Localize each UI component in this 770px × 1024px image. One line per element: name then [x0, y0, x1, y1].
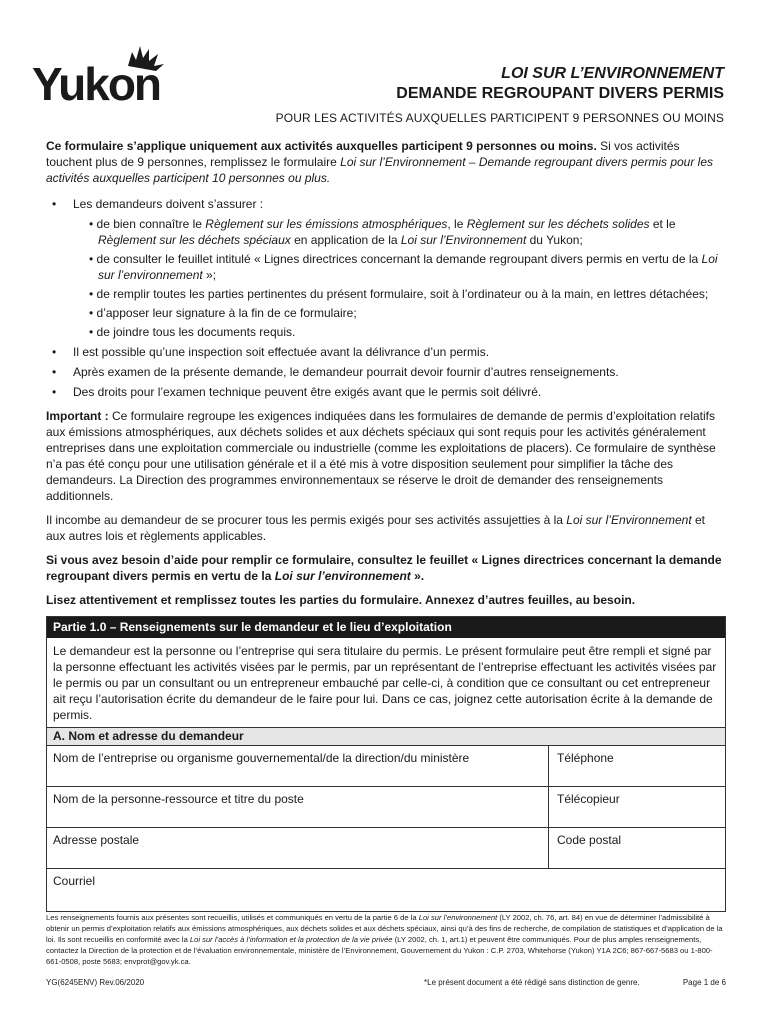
document-header [276, 64, 724, 126]
requirements-list [46, 196, 726, 400]
list-item: • de joindre tous les documents requis. [89, 325, 296, 339]
important-paragraph: Important : Ce formulaire regroupe les exigences indiquées dans les formulaires de demande de permis d’exploitation relatifs aux émissions atmosphériques, aux déchets solides et aux déchets spéciaux qui sont requis pour les activités généralement entreprises dans une exploitation commerciale ou industrielle (comme les exploitations de placers). Ce formulaire de synthèse n’a pas été conçu pour une utilisation générale et il a été mis à votre disposition seulement pour simplifier la tâche des demandeurs. La Direction des programmes environnementaux se réserve le droit de demander des renseignements additionnels. [46, 409, 716, 503]
form-row-address [47, 827, 725, 868]
postal-code-field[interactable]: Code postal [557, 833, 622, 847]
list-item: • de consulter le feuillet intitulé « Lignes directrices concernant la demande regroupant divers permis en vertu de la Loi sur l’environnement »; [89, 252, 718, 282]
read-carefully-paragraph: Lisez attentivement et remplissez toutes les parties du formulaire. Annexez d’autres feuilles, au besoin. [46, 593, 636, 607]
intro-paragraph: Ce formulaire s’applique uniquement aux activités auxquelles participent 9 personnes ou moins. Si vos activités touchent plus de 9 personnes, remplissez le formulaire Loi sur l’Environnement – Demande regroupant divers permis pour les activités auxquelles participent 10 personnes ou plus. [46, 139, 714, 185]
phone-field[interactable]: Téléphone [557, 751, 614, 765]
list-item: • Il est possible qu’une inspection soit effectuée avant la délivrance d’un permis. [46, 344, 726, 360]
company-name-field[interactable]: Nom de l’entreprise ou organisme gouvernemental/de la direction/du ministère [47, 746, 549, 786]
part1-section [46, 616, 726, 912]
list-item: • Des droits pour l’examen technique peuvent être exigés avant que le permis soit délivré. [46, 384, 726, 400]
list-item: • de remplir toutes les parties pertinentes du présent formulaire, soit à l’ordinateur ou à la main, en lettres détachées; [89, 287, 709, 301]
list-item: • de bien connaître le Règlement sur les émissions atmosphériques, le Règlement sur les déchets solides et le Règlement sur les déchets spéciaux en application de la Loi sur l’Environnement du Yukon; [89, 217, 676, 247]
fax-field[interactable]: Télécopieur [557, 792, 620, 806]
list-item: • Après examen de la présente demande, le demandeur pourrait devoir fournir d’autres renseignements. [46, 364, 726, 380]
part1-title: Partie 1.0 – Renseignements sur le demandeur et le lieu d’exploitation [47, 617, 725, 638]
header-subtitle: POUR LES ACTIVITÉS AUXQUELLES PARTICIPENT 9 PERSONNES OU MOINS [275, 111, 724, 125]
form-code: YG(6245ENV) Rev.06/2020 [46, 978, 145, 987]
form-row-contact [47, 786, 725, 827]
yukon-logo [32, 44, 182, 106]
section-a-title: A. Nom et adresse du demandeur [47, 727, 725, 745]
instructions [46, 138, 726, 608]
email-field[interactable]: Courriel [53, 874, 96, 888]
help-paragraph: Si vous avez besoin d’aide pour remplir ce formulaire, consultez le feuillet « Lignes directrices concernant la demande regroupant divers permis en vertu de la Loi sur l’environnement ». [46, 553, 722, 583]
gender-note: *Le présent document a été rédigé sans distinction de genre. [424, 978, 640, 987]
list-item: • Les demandeurs doivent s’assurer : • de bien connaître le Règlement sur les émissions atmosphériques, le Règlement sur les déchets solides et le Règlement sur les déchets spéciaux en application de la Loi sur l’Environnement du Yukon; • de consulter le feuillet intitulé « Lignes directrices concernant la demande regroupant divers permis en vertu de la Loi sur l’environnement »; • de remplir toutes les parties pertinentes du présent formulaire, soit à l’ordinateur ou à la main, en lettres détachées; • d’apposer leur signature à la fin de ce formulaire; • de joindre tous les documents requis. [46, 196, 726, 340]
form-row-company [47, 745, 725, 786]
privacy-notice: Les renseignements fournis aux présentes sont recueillis, utilisés et communiqués en vertu de la partie 6 de la Loi sur l’environnement (LY 2002, ch. 76, art. 84) en vue de déterminer l’admissibilité à obtenir un permis d’exploitation relatifs aux émissions atmosphériques, aux déchets solides et aux déchets spéciaux, ainsi qu’à des fins de recherche, de compilation de statistiques et d’application de la loi. Ils sont recueillis en conformité avec la Loi sur l’accès à l’information et la protection de la vie privée (LY 2002, ch. 1, art.1) et peuvent être communiqués. Pour de plus amples renseignements, contactez la Direction de la protection et de l’évaluation environnementale, ministère de l’Environnement, Gouvernement du Yukon : C.P. 2703, Whitehorse (Yukon) Y1A 2C6; 867-667-5683 ou 1-800-661-0508, poste 5683; envprot@gov.yk.ca. [46, 913, 723, 966]
yukon-logo-text: Yukon [32, 58, 161, 106]
header-title-form: DEMANDE REGROUPANT DIVERS PERMIS [396, 85, 724, 102]
contact-name-field[interactable]: Nom de la personne-ressource et titre du poste [47, 787, 549, 827]
sub-list [73, 216, 726, 340]
header-title-law: LOI SUR L’ENVIRONNEMENT [501, 65, 724, 82]
part1-intro: Le demandeur est la personne ou l’entreprise qui sera titulaire du permis. Le présent formulaire peut être rempli et signé par la personne effectuant les activités visées par le permis, par un représentant de l’entreprise effectuant les activités visées par le permis ou par un consultant ou un entrepreneur embauché par celle-ci, à condition que ce consultant ou cet entrepreneur ait reçu l’autorisation écrite du demandeur de le faire pour lui. Dans ce cas, joignez cette autorisation écrite à la demande de permis. [53, 644, 717, 722]
list-item: • d’apposer leur signature à la fin de ce formulaire; [89, 306, 357, 320]
responsibility-paragraph: Il incombe au demandeur de se procurer tous les permis exigés pour ses activités assujetties à la Loi sur l’Environnement et aux autres lois et règlements applicables. [46, 513, 706, 543]
form-row-email [47, 868, 725, 911]
page-number: Page 1 de 6 [682, 978, 726, 987]
mailing-address-field[interactable]: Adresse postale [47, 828, 549, 868]
